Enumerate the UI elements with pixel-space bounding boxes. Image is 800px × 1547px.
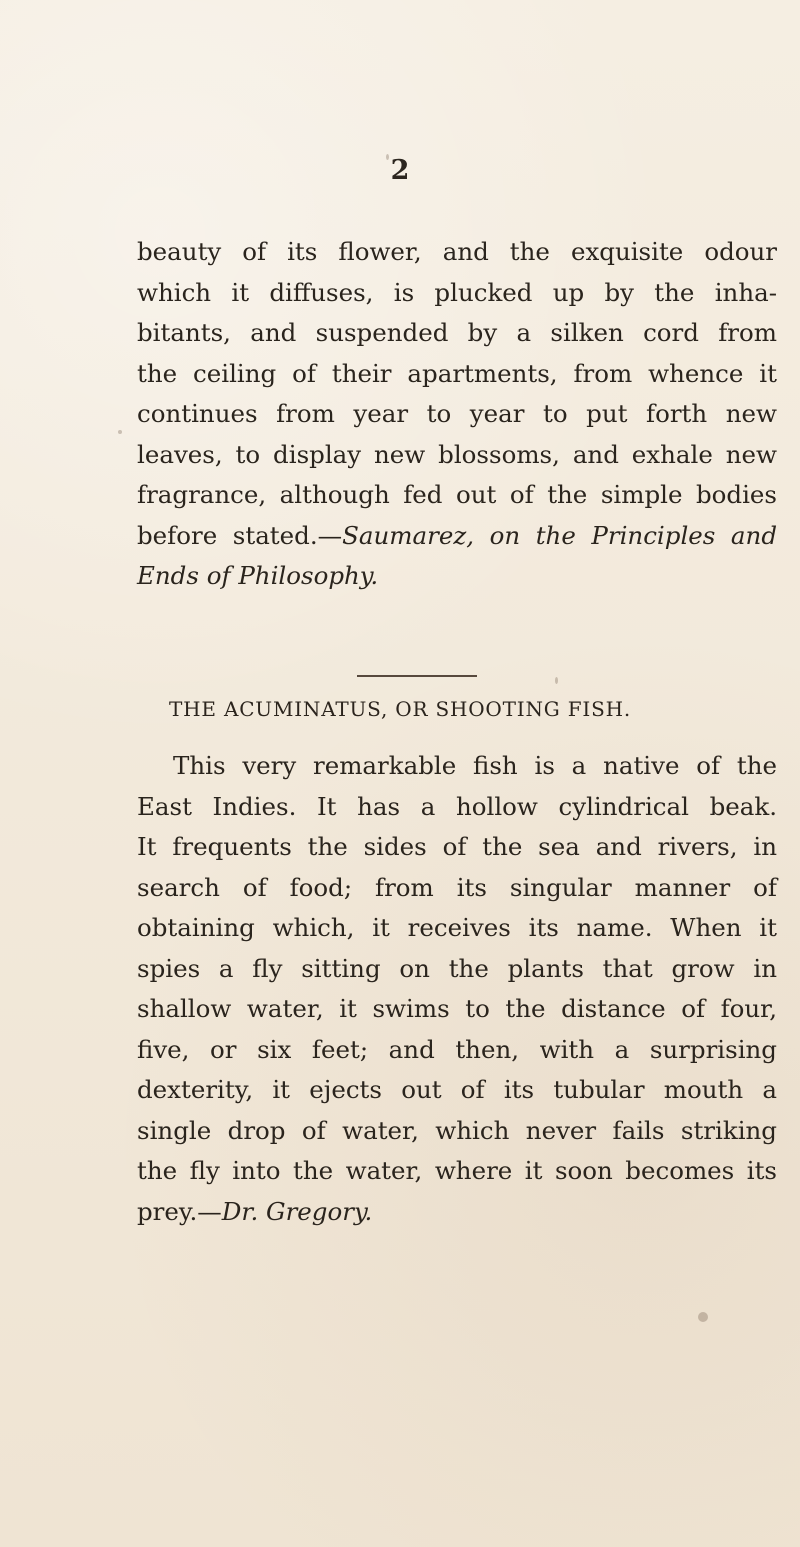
paragraph-line: leaves, to display new blossoms, and exhale new (137, 439, 777, 469)
citation-text: Saumarez, on the Principles and (342, 520, 777, 550)
paragraph-line: East Indies. It has a hollow cylindrical beak. (137, 791, 777, 821)
paragraph-line: continues from year to year to put forth new (137, 399, 777, 428)
citation-line: Ends of Philosophy. (137, 561, 379, 590)
second-paragraph (137, 746, 777, 1232)
paragraph-line: search of food; from its singular manner of (137, 872, 777, 902)
paragraph-line: which it diffuses, is plucked up by the inha- (137, 277, 777, 307)
paragraph-line: fragrance, although fed out of the simple bodies (137, 480, 777, 509)
paragraph-line: It frequents the sides of the sea and rivers, in (137, 832, 777, 861)
paper-speck (118, 430, 122, 434)
paragraph-line: This very remarkable fish is a native of the (173, 751, 777, 780)
paragraph-line: bitants, and suspended by a silken cord from (137, 318, 777, 347)
paragraph-line: the ceiling of their apartments, from whence it (137, 358, 777, 388)
first-paragraph (137, 232, 777, 597)
paragraph-line: obtaining which, it receives its name. When it (137, 913, 777, 942)
paragraph-line: single drop of water, which never fails striking (137, 1115, 777, 1145)
paragraph-line: five, or six feet; and then, with a surprising (137, 1034, 777, 1064)
paragraph-line: beauty of its flower, and the exquisite odour (137, 237, 777, 266)
citation-line (137, 516, 777, 557)
citation-text: Dr. Gregory. (221, 1196, 373, 1226)
paper-speck (555, 677, 558, 684)
paragraph-line: dexterity, it ejects out of its tubular mouth a (137, 1075, 777, 1104)
paragraph-line: the fly into the water, where it soon becomes its (137, 1156, 777, 1185)
paper-speck (698, 1312, 708, 1322)
citation-line (137, 1192, 777, 1233)
page-number: 2 (390, 155, 410, 186)
section-heading: THE ACUMINATUS, OR SHOOTING FISH. (169, 697, 631, 721)
paragraph-line: shallow water, it swims to the distance of four, (137, 994, 777, 1023)
paragraph-line-start: before stated.— (137, 520, 343, 550)
paragraph-line: spies a fly sitting on the plants that grow in (137, 953, 777, 983)
paragraph-line-start: prey.— (137, 1196, 222, 1226)
section-divider (357, 675, 477, 677)
